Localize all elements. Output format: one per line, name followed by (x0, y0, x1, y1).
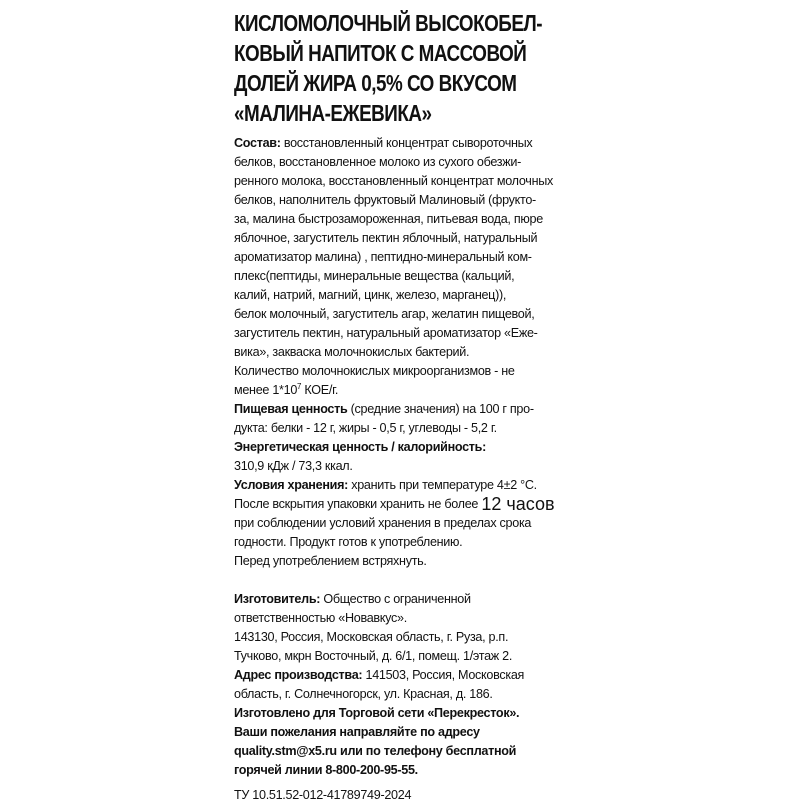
nutrition-values: дукта: белки - 12 г, жиры - 0,5 г, углеводы - 5,2 г. (234, 421, 497, 435)
storage-label: Условия хранения: (234, 478, 349, 492)
microorganisms-block (234, 362, 574, 400)
composition-label: Состав: (234, 136, 281, 150)
composition-text: белков, восстановленное молоко из сухого обезжи- (234, 155, 522, 169)
nutrition-text: (средние значения) на 100 г про- (347, 402, 534, 416)
storage-hours: 12 часов (481, 494, 555, 514)
title-line: КИСЛОМОЛОЧНЫЙ ВЫСОКОБЕЛ- (234, 10, 542, 36)
energy-value: 310,9 кДж / 73,3 ккал. (234, 459, 353, 473)
storage-block (234, 476, 574, 571)
product-label (234, 8, 574, 805)
storage-text: при соблюдении условий хранения в пределах срока (234, 516, 532, 530)
nutrition-block (234, 400, 574, 438)
manufacturer-address: 143130, Россия, Московская область, г. Руза, р.п. (234, 630, 509, 644)
manufacturer-address: Тучково, мкрн Восточный, д. 6/1, помещ. 1/этаж 2. (234, 649, 513, 663)
storage-text: годности. Продукт готов к употреблению. (234, 535, 463, 549)
production-block (234, 666, 574, 704)
composition-text: плекс(пептиды, минеральные вещества (кальций, (234, 269, 515, 283)
composition-text: ренного молока, восстановленный концентрат молочных (234, 174, 553, 188)
composition-text: загуститель пектин, натуральный ароматизатор «Еже- (234, 326, 538, 340)
composition-text: калий, натрий, магний, цинк, железо, марганец)), (234, 288, 507, 302)
composition-text: восстановленный концентрат сывороточных (280, 136, 533, 150)
composition-text: за, малина быстрозамороженная, питьевая вода, пюре (234, 212, 543, 226)
storage-text: После вскрытия упаковки хранить не более (234, 497, 482, 511)
composition-text: белков, наполнитель фруктовый Малиновый (фрукто- (234, 193, 536, 207)
retail-contact: quality.stm@x5.ru или по телефону бесплатной (234, 744, 517, 758)
microorganisms-count: менее 1*10 (234, 383, 298, 397)
production-label: Адрес производства: (234, 668, 363, 682)
microorganisms-unit: КОЕ/г. (301, 383, 339, 397)
composition-block (234, 134, 574, 362)
production-text: 141503, Россия, Московская (362, 668, 525, 682)
storage-text: хранить при температуре 4±2 °С. (348, 478, 537, 492)
microorganisms-text: Количество молочнокислых микроорганизмов - не (234, 364, 515, 378)
manufacturer-label: Изготовитель: (234, 592, 321, 606)
energy-label: Энергетическая ценность / калорийность: (234, 440, 487, 454)
title-line: ДОЛЕЙ ЖИРА 0,5% СО ВКУСОМ (234, 70, 517, 96)
manufacturer-block (234, 590, 574, 666)
label-body (234, 134, 574, 805)
composition-text: белок молочный, загуститель агар, желатин пищевой, (234, 307, 535, 321)
composition-text: ароматизатор малина) , пептидно-минеральный ком- (234, 250, 532, 264)
microorganisms-exponent: 7 (297, 381, 302, 391)
retail-block (234, 704, 574, 780)
product-title (234, 8, 574, 128)
production-address: область, г. Солнечногорск, ул. Красная, д. 186. (234, 687, 493, 701)
title-line: КОВЫЙ НАПИТОК С МАССОВОЙ (234, 40, 527, 66)
composition-text: яблочное, загуститель пектин яблочный, натуральный (234, 231, 538, 245)
manufacturer-text: ответственностью «Новавкус». (234, 611, 407, 625)
energy-block (234, 438, 574, 476)
composition-text: вика», закваска молочнокислых бактерий. (234, 345, 470, 359)
title-line: «МАЛИНА-ЕЖЕВИКА» (234, 100, 432, 126)
manufacturer-text: Общество с ограниченной (320, 592, 471, 606)
retail-text: Изготовлено для Торговой сети «Перекресток». (234, 706, 520, 720)
retail-text: Ваши пожелания направляйте по адресу (234, 725, 480, 739)
nutrition-label: Пищевая ценность (234, 402, 348, 416)
tu-code: ТУ 10.51.52-012-41789749-2024 (234, 788, 412, 802)
storage-text: Перед употреблением встряхнуть. (234, 554, 427, 568)
retail-hotline: горячей линии 8-800-200-95-55. (234, 763, 418, 777)
